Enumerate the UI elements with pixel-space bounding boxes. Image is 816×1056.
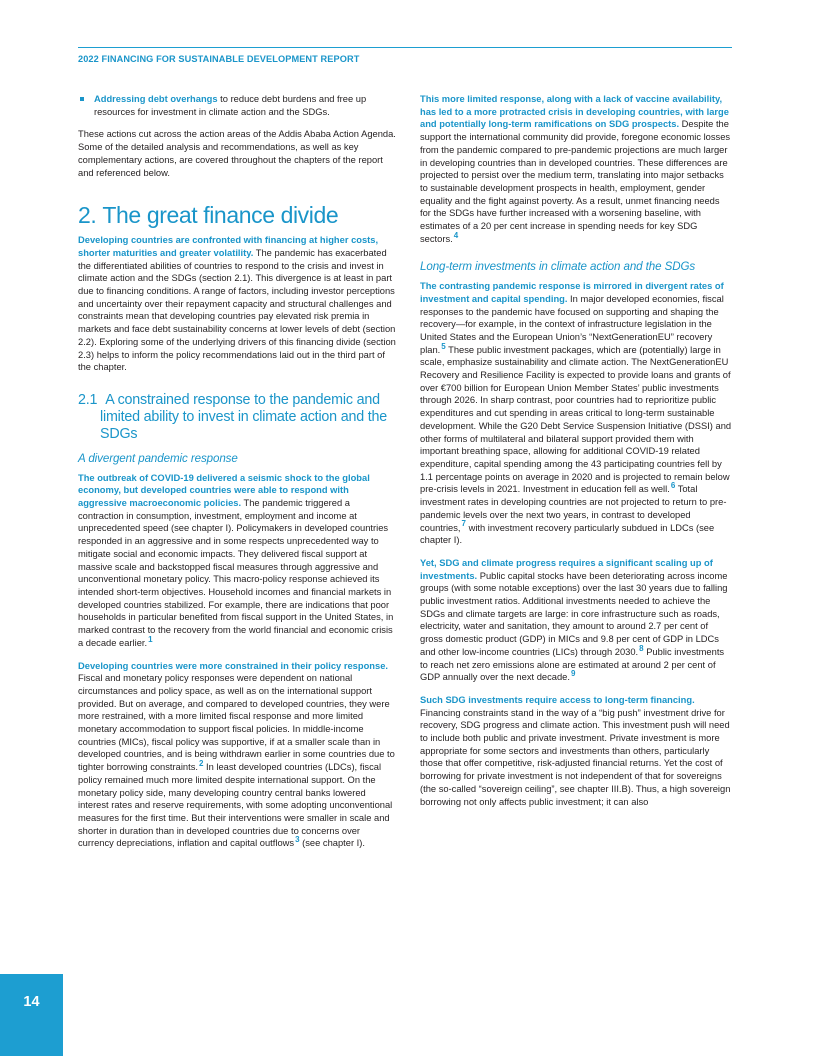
paragraph-text: The pandemic triggered a contraction in consumption, investment, employment and income at unprecedented speed (see chapter I). Policymakers in developed countries responded in an aggressive and in some respects unprecedented way to mitigate social and economic impacts. They delivered fiscal support at massive scale and backstopped fiscal measures through aggressive and unconventional monetary policy. This macro-policy response achieved its intended short-term objectives. Household incomes and financial markets in developed countries stabilized. For example, there are indications that poor households in particular benefited from fiscal support in the United States, in marked contrast to the recovery from the world financial and economic crisis a decade earlier. (78, 498, 394, 648)
intro-paragraph: These actions cut across the action areas of the Addis Ababa Action Agenda. Some of the detailed analysis and recommendations, as well as key complementary actions, are covered throughout the chapters of the report and referenced below. (78, 129, 396, 178)
paragraph-lead: Such SDG investments require access to long-term financing. (420, 694, 695, 705)
subsection-number: 2.1 (78, 391, 98, 408)
paragraph-lead: The contrasting pandemic response is mirrored in divergent rates of investment and capital spending. (420, 281, 724, 304)
paragraph-lead: The outbreak of COVID-19 delivered a seismic shock to the global economy, but developed countries were able to respond with aggressive macroeconomic policies. (78, 472, 370, 509)
footnote-ref[interactable]: 4 (453, 230, 459, 240)
footnote-ref[interactable]: 7 (461, 519, 466, 529)
paragraph-text: The pandemic has exacerbated the differentiated abilities of countries to respond to the crisis and invest in climate action and the SDGs (section 2.1). This divergence is at least in part due to financing conditions. A range of factors, including investor perceptions and uncertainty over their repayment capacity and structural challenges and constraints mean that developing countries pay elevated risk premia in markets and face debt sustainability concerns at lower levels of debt (section 2.2). Exploring some of the underlying drivers of this financing divide (section 2.3) helps to inform the policy recommendations laid out in the third part of the chapter. (78, 247, 396, 373)
footnote-ref[interactable]: 6 (670, 481, 676, 491)
sub-heading: A divergent pandemic response (78, 451, 238, 465)
paragraph (420, 280, 732, 547)
section-title: The great finance divide (102, 202, 339, 229)
bullet-text: to reduce debt burdens and free up resources for investment in climate action and the SDGs. (94, 94, 367, 117)
bullet-square-icon (80, 97, 84, 101)
running-header: 2022 FINANCING FOR SUSTAINABLE DEVELOPMENT REPORT (78, 54, 360, 64)
paragraph-lead: Developing countries are confronted with financing at higher costs, shorter maturities and greater volatility. (78, 235, 379, 258)
paragraph (78, 234, 396, 374)
sub-heading: Long-term investments in climate action and the SDGs (420, 260, 696, 274)
paragraph (420, 557, 732, 684)
paragraph (420, 93, 732, 245)
bullet-item (78, 93, 396, 118)
right-column (420, 93, 732, 818)
section-number: 2. (78, 202, 97, 229)
page-number: 14 (23, 994, 40, 1010)
paragraph-text: These public investment packages, which are (potentially) large in scale, emphasize sustainability and climate action. The NextGenerationEU Recovery and Resilience Facility is expected to provide loans and grants of over €700 billion for European Union Member States’ public investments through 2026. In sharp contrast, poor countries had to reprioritize public expenditures and cut spending in areas critical to long-term sustainable development. While the G20 Debt Service Suspension Initiative (DSSI) and other forms of multilateral and bilateral support provided them with important breathing space, allowing for additional COVID-19 related expenditure, capital spending among the 43 participating countries fell by 1.1 percentage points on average in 2020 and is projected to remain below pre-crisis levels in 2021. Investment in education fell as well. (420, 344, 732, 495)
page-number-tab (0, 974, 63, 1056)
footnote-ref[interactable]: 3 (295, 835, 300, 845)
paragraph-text: Public capital stocks have been deteriorating across income groups (with some notable exceptions) over the last 30 years due to falling public investment ratios. Additional investments needed to achieve the SDGs and climate targets are large: in core infrastructure such as roads, electricity, water and sanitation, they amount to around 2.7 per cent of gross domestic product (GDP) in MICs and 9.8 per cent of GDP in LDCs and other low-income countries (LICs) through 2030. (420, 570, 728, 657)
paragraph-text: In least developed countries (LDCs), fiscal policy remained much more limited despite international support. On the monetary policy side, many developing country central banks lowered interest rates and reserve requirements, with some adopting unconventional measures for the first time. But their interventions were smaller in scale and shorter in duration than in developed countries due to concerns over currency depreciations, inflation and capital outflows (78, 762, 393, 849)
paragraph-lead: Developing countries were more constrained in their policy response. (78, 660, 388, 671)
paragraph-text: Financing constraints stand in the way of a “big push” investment drive for recovery, SDG progress and climate action. This investment push will need to include both public and private investment. Private investment is more appropriate for some sectors and investments than others, particularly those that offer competitive, risk-adjusted financial returns. Yet the cost of borrowing for private investment is not independent of that for sovereigns (the so-called “sovereign ceiling”, see chapter III.B). Thus, a high sovereign borrowing not only affects public investment; it can also (420, 707, 731, 807)
paragraph-text: (see chapter I). (299, 838, 365, 849)
left-column (78, 93, 396, 860)
paragraph-text: Despite the support the international community did provide, foregone economic losses from the pandemic compared to pre-pandemic projections are much larger in developing countries than in developed countries. These differences are projected to persist over the medium term, translating into major setbacks to sustainable development prospects in health, employment, gender equality and the fight against poverty. As a result, unmet financing needs for the SDGs have further increased with a worsening baseline, with estimates of a 20 per cent increase in spending needs for key SDG sectors. (420, 119, 731, 244)
bullet-lead: Addressing debt overhangs (94, 94, 218, 104)
paragraph (420, 694, 732, 808)
subsection-title: A constrained response to the pandemic and limited ability to invest in climate action and the SDGs (100, 391, 388, 442)
section-heading (78, 201, 396, 229)
paragraph-lead: Yet, SDG and climate progress requires a significant scaling up of investments. (420, 557, 713, 581)
paragraph-text: Total investment rates in developing countries are not projected to return to pre-pandemic levels over the next two years, in contrast to developed countries, (420, 484, 727, 533)
header-rule (78, 47, 732, 48)
footnote-ref[interactable]: 5 (441, 341, 446, 351)
footnote-ref[interactable]: 9 (570, 669, 576, 679)
paragraph-text: Fiscal and monetary policy responses were dependent on national circumstances and policy space, as well as on the international support provided. But on average, and compared to developed countries, they were more restrained, with a more limited fiscal response and more limited monetary accommodation to support fiscal policies. In middle-income countries (MICs), fiscal policy was supportive, if at a smaller scale than in developed countries, and is being withdrawn earlier in some countries due to tighter borrowing constraints. (78, 673, 395, 773)
footnote-ref[interactable]: 8 (639, 643, 644, 653)
paragraph-text: In major developed economies, fiscal responses to the pandemic have focused on supporting and shaping the recovery—for example, in the context of infrastructure legislation in the United States and the European Union’s “NextGenerationEU” recovery plan. (420, 293, 724, 355)
subsection-heading (78, 392, 396, 443)
paragraph-text: with investment recovery particularly subdued in LDCs (see chapter I). (420, 522, 715, 546)
paragraph (78, 660, 396, 851)
paragraph-lead: This more limited response, along with a lack of vaccine availability, has led to a more protracted crisis in developing countries, with large and potentially long-term ramifications on SDG prospects. (420, 94, 729, 130)
footnote-ref[interactable]: 1 (148, 634, 153, 644)
footnote-ref[interactable]: 2 (198, 759, 204, 769)
paragraph-text: Public investments to reach net zero emissions alone are estimated at around 2 per cent of GDP annually over the next decade. (420, 646, 725, 683)
paragraph (78, 472, 396, 650)
